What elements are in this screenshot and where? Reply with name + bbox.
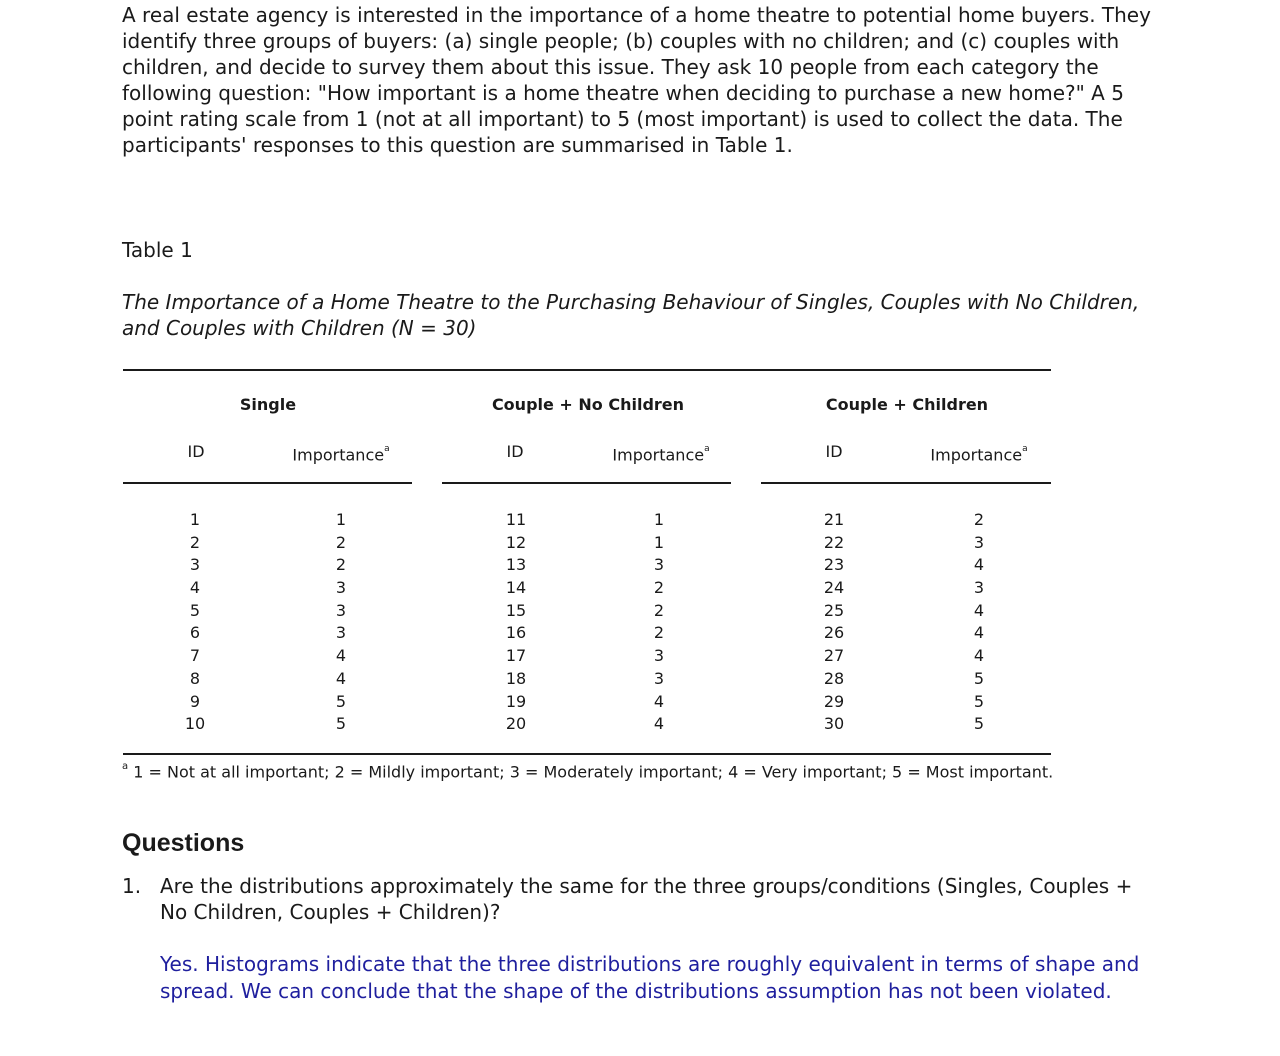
couple-no-children-importance-cell: 1 — [653, 532, 665, 552]
single-importance-header: Importance$^a$ — [292, 444, 390, 465]
couple-children-importance-header: Importance$^a$ — [930, 444, 1028, 465]
couple-no-children-importance-cell: 3 — [653, 646, 665, 666]
couple-children-id-cell: 25 — [823, 600, 845, 620]
couple-children-importance-column — [949, 509, 1009, 736]
couple-children-header-rule — [761, 482, 1051, 484]
single-importance-cell: 3 — [335, 600, 347, 620]
single-id-cell: 4 — [189, 578, 201, 598]
question-text: Are the distributions approximately the same for the three groups/conditions (Singles, Couples + No Children, Couples + Children)? — [160, 874, 1133, 924]
single-header-rule — [123, 482, 412, 484]
couple-no-children-importance-cell: 4 — [653, 691, 665, 711]
couple-children-importance-cell: 5 — [973, 668, 985, 688]
couple-children-importance-cell: 2 — [973, 510, 985, 529]
single-importance-cell: 4 — [335, 646, 347, 666]
single-id-cell: 1 — [189, 510, 201, 529]
couple-children-importance-cell: 4 — [973, 555, 985, 575]
couple-no-children-importance-column — [629, 509, 689, 736]
group-header-couple-children: Couple + Children — [825, 395, 989, 414]
couple-no-children-importance-cell: 4 — [653, 714, 665, 734]
couple-children-importance-cell: 5 — [973, 691, 985, 711]
single-id-header: ID — [187, 442, 205, 461]
single-importance-cell: 2 — [335, 555, 347, 575]
couple-children-importance-cell: 4 — [973, 646, 985, 666]
single-importance-column — [311, 509, 371, 736]
table-caption: The Importance of a Home Theatre to the Purchasing Behaviour of Singles, Couples with No Children, and Couples with Children (N = 30) — [122, 290, 1140, 340]
single-id-cell: 10 — [184, 714, 206, 734]
single-id-cell: 6 — [189, 623, 201, 643]
couple-no-children-id-cell: 20 — [505, 714, 527, 734]
couple-children-importance-cell: 3 — [973, 578, 985, 598]
couple-children-id-header: ID — [825, 442, 843, 461]
couple-no-children-id-cell: 15 — [505, 600, 527, 620]
single-importance-cell: 5 — [335, 691, 347, 711]
questions-heading: Questions — [122, 829, 245, 857]
couple-no-children-id-cell: 18 — [505, 668, 527, 688]
table-footnote: $^a$ 1 = Not at all important; 2 = Mildly important; 3 = Moderately important; 4 = Very important; 5 = Most important. — [122, 761, 1054, 782]
couple-no-children-id-cell: 17 — [505, 646, 527, 666]
couple-children-importance-cell: 4 — [973, 623, 985, 643]
couple-no-children-id-cell: 14 — [505, 578, 527, 598]
single-id-cell: 3 — [189, 555, 201, 575]
single-id-cell: 8 — [189, 668, 201, 688]
single-importance-cell: 3 — [335, 623, 347, 643]
single-importance-cell: 2 — [335, 532, 347, 552]
single-importance-cell: 5 — [335, 714, 347, 734]
couple-no-children-id-cell: 13 — [505, 555, 527, 575]
couple-no-children-id-cell: 16 — [505, 623, 527, 643]
couple-children-id-cell: 21 — [823, 510, 845, 529]
couple-no-children-id-cell: 11 — [505, 510, 527, 529]
couple-no-children-header-rule — [442, 482, 731, 484]
question-answer: Yes. Histograms indicate that the three distributions are roughly equivalent in terms of shape and spread. We can conclude that the shape of the distributions assumption has not been violated. — [160, 952, 1140, 1003]
group-header-couple-no-children: Couple + No Children — [491, 395, 685, 414]
couple-no-children-importance-cell: 3 — [653, 555, 665, 575]
couple-no-children-id-column — [486, 509, 546, 736]
table-bottom-rule — [123, 753, 1051, 755]
table-label: Table 1 — [122, 238, 193, 262]
couple-children-id-cell: 22 — [823, 532, 845, 552]
couple-children-id-cell: 23 — [823, 555, 845, 575]
table-top-rule — [123, 369, 1051, 371]
single-id-cell: 9 — [189, 691, 201, 711]
couple-children-id-column — [804, 509, 864, 736]
couple-no-children-importance-cell: 3 — [653, 668, 665, 688]
couple-children-id-cell: 24 — [823, 578, 845, 598]
couple-no-children-id-header: ID — [506, 442, 524, 461]
single-importance-cell: 1 — [335, 510, 347, 529]
couple-no-children-id-cell: 19 — [505, 691, 527, 711]
single-id-cell: 5 — [189, 600, 201, 620]
question-number: 1. — [122, 874, 142, 898]
couple-children-id-cell: 27 — [823, 646, 845, 666]
single-importance-cell: 4 — [335, 668, 347, 688]
couple-no-children-id-cell: 12 — [505, 532, 527, 552]
couple-no-children-importance-cell: 2 — [653, 578, 665, 598]
single-importance-cell: 3 — [335, 578, 347, 598]
couple-children-id-cell: 29 — [823, 691, 845, 711]
couple-children-id-cell: 30 — [823, 714, 845, 734]
single-id-column — [165, 509, 225, 736]
couple-children-importance-cell: 4 — [973, 600, 985, 620]
couple-children-id-cell: 28 — [823, 668, 845, 688]
single-id-cell: 7 — [189, 646, 201, 666]
couple-no-children-importance-header: Importance$^a$ — [612, 444, 710, 465]
couple-children-importance-cell: 3 — [973, 532, 985, 552]
group-header-single: Single — [239, 395, 297, 414]
couple-children-importance-cell: 5 — [973, 714, 985, 734]
couple-no-children-importance-cell: 1 — [653, 510, 665, 529]
intro-paragraph: A real estate agency is interested in the importance of a home theatre to potential home buyers. They identify three groups of buyers: (a) single people; (b) couples with no children; and (c) couples with children, and decide to survey them about this issue. They ask 10 people from each category the following question: "How important is a home theatre when deciding to purchase a new home?" A 5 point rating scale from 1 (not at all important) to 5 (most important) is used to collect the data. The participants' responses to this question are summarised in Table 1. — [122, 3, 1151, 157]
couple-no-children-importance-cell: 2 — [653, 623, 665, 643]
couple-children-id-cell: 26 — [823, 623, 845, 643]
footnote-marker: a — [122, 761, 129, 772]
single-id-cell: 2 — [189, 532, 201, 552]
couple-no-children-importance-cell: 2 — [653, 600, 665, 620]
